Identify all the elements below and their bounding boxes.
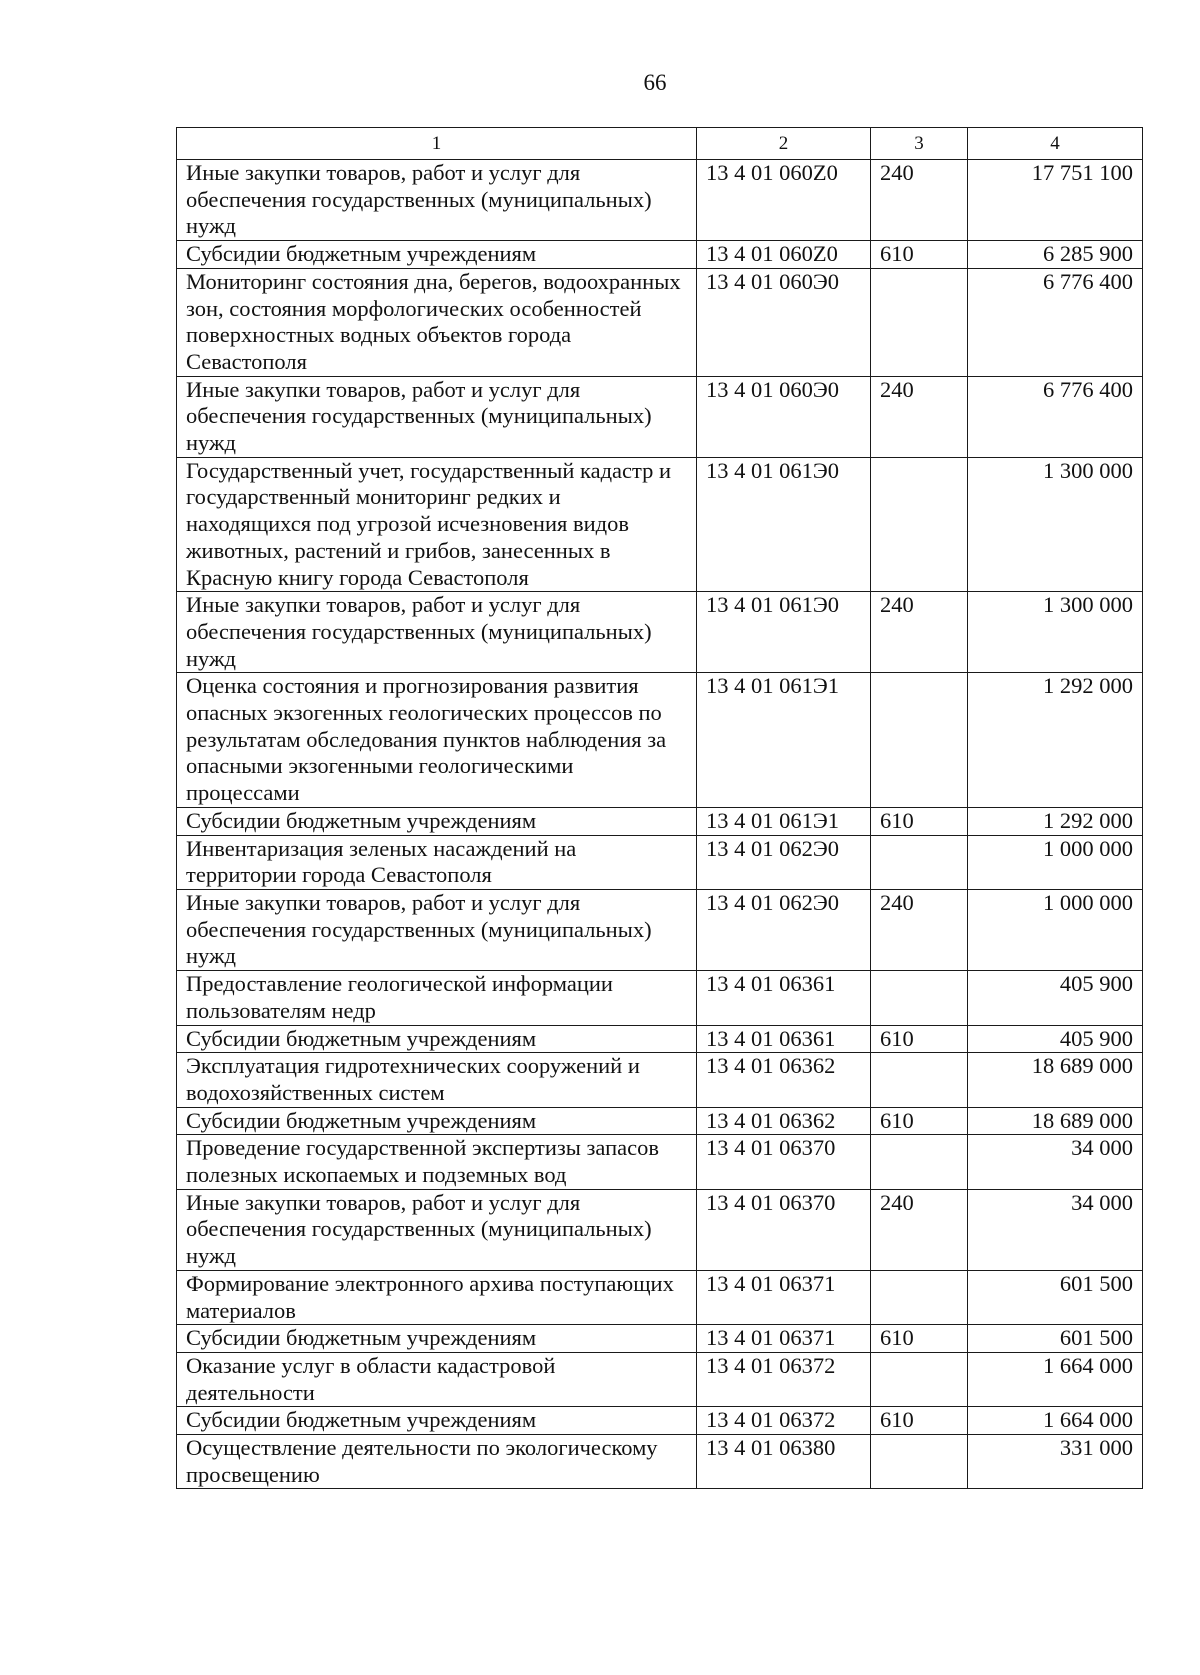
cell-amount: 405 900 xyxy=(968,971,1143,1025)
cell-code: 13 4 01 060Э0 xyxy=(697,268,871,376)
cell-type: 610 xyxy=(871,807,968,835)
cell-code: 13 4 01 060Z0 xyxy=(697,160,871,241)
table-row xyxy=(177,241,1143,269)
cell-code: 13 4 01 06370 xyxy=(697,1135,871,1189)
cell-type: 240 xyxy=(871,889,968,970)
cell-type xyxy=(871,835,968,889)
cell-amount: 601 500 xyxy=(968,1270,1143,1324)
cell-amount: 6 285 900 xyxy=(968,241,1143,269)
column-header-name: 1 xyxy=(177,128,697,160)
table-row xyxy=(177,971,1143,1025)
table-row xyxy=(177,268,1143,376)
cell-amount: 405 900 xyxy=(968,1025,1143,1053)
cell-type xyxy=(871,1135,968,1189)
cell-code: 13 4 01 061Э1 xyxy=(697,807,871,835)
cell-type: 240 xyxy=(871,160,968,241)
table-row xyxy=(177,807,1143,835)
cell-amount: 601 500 xyxy=(968,1325,1143,1353)
table-row xyxy=(177,1135,1143,1189)
cell-code: 13 4 01 06371 xyxy=(697,1325,871,1353)
cell-amount: 1 300 000 xyxy=(968,592,1143,673)
cell-type xyxy=(871,1352,968,1406)
cell-name: Оказание услуг в области кадастровой деятельности xyxy=(177,1352,697,1406)
cell-name: Субсидии бюджетным учреждениям xyxy=(177,807,697,835)
table-row xyxy=(177,160,1143,241)
cell-type: 240 xyxy=(871,1189,968,1270)
cell-amount: 1 292 000 xyxy=(968,673,1143,808)
cell-name: Проведение государственной экспертизы запасов полезных ископаемых и подземных вод xyxy=(177,1135,697,1189)
cell-amount: 1 300 000 xyxy=(968,457,1143,592)
cell-code: 13 4 01 061Э0 xyxy=(697,592,871,673)
cell-code: 13 4 01 062Э0 xyxy=(697,835,871,889)
cell-code: 13 4 01 062Э0 xyxy=(697,889,871,970)
table-row xyxy=(177,1053,1143,1107)
cell-name: Предоставление геологической информации пользователям недр xyxy=(177,971,697,1025)
cell-name: Иные закупки товаров, работ и услуг для обеспечения государственных (муниципальных) нужд xyxy=(177,592,697,673)
cell-name: Субсидии бюджетным учреждениям xyxy=(177,241,697,269)
cell-type xyxy=(871,457,968,592)
cell-type xyxy=(871,1435,968,1489)
cell-amount: 34 000 xyxy=(968,1189,1143,1270)
table-row xyxy=(177,889,1143,970)
cell-code: 13 4 01 061Э0 xyxy=(697,457,871,592)
table-row xyxy=(177,1270,1143,1324)
cell-name: Осуществление деятельности по экологическому просвещению xyxy=(177,1435,697,1489)
table-row xyxy=(177,1435,1143,1489)
cell-amount: 18 689 000 xyxy=(968,1053,1143,1107)
cell-type xyxy=(871,268,968,376)
table-body xyxy=(177,160,1143,1489)
cell-code: 13 4 01 06372 xyxy=(697,1352,871,1406)
cell-name: Субсидии бюджетным учреждениям xyxy=(177,1325,697,1353)
table-row xyxy=(177,376,1143,457)
cell-type xyxy=(871,673,968,808)
cell-amount: 17 751 100 xyxy=(968,160,1143,241)
table-row xyxy=(177,1189,1143,1270)
table-row xyxy=(177,1352,1143,1406)
cell-type xyxy=(871,971,968,1025)
cell-name: Эксплуатация гидротехнических сооружений и водохозяйственных систем xyxy=(177,1053,697,1107)
cell-amount: 1 000 000 xyxy=(968,889,1143,970)
cell-code: 13 4 01 060Э0 xyxy=(697,376,871,457)
cell-name: Формирование электронного архива поступающих материалов xyxy=(177,1270,697,1324)
cell-name: Инвентаризация зеленых насаждений на территории города Севастополя xyxy=(177,835,697,889)
cell-name: Иные закупки товаров, работ и услуг для обеспечения государственных (муниципальных) нужд xyxy=(177,889,697,970)
table-header-row xyxy=(177,128,1143,160)
cell-code: 13 4 01 06372 xyxy=(697,1407,871,1435)
column-header-amount: 4 xyxy=(968,128,1143,160)
table-row xyxy=(177,1325,1143,1353)
cell-amount: 6 776 400 xyxy=(968,268,1143,376)
cell-amount: 1 292 000 xyxy=(968,807,1143,835)
cell-type: 610 xyxy=(871,1325,968,1353)
cell-type xyxy=(871,1053,968,1107)
page-number: 66 xyxy=(643,70,667,95)
cell-amount: 1 664 000 xyxy=(968,1407,1143,1435)
cell-amount: 6 776 400 xyxy=(968,376,1143,457)
column-header-code: 2 xyxy=(697,128,871,160)
cell-code: 13 4 01 06362 xyxy=(697,1107,871,1135)
table-row xyxy=(177,835,1143,889)
cell-amount: 18 689 000 xyxy=(968,1107,1143,1135)
cell-code: 13 4 01 06362 xyxy=(697,1053,871,1107)
budget-table xyxy=(176,127,1143,1489)
cell-amount: 331 000 xyxy=(968,1435,1143,1489)
cell-type: 610 xyxy=(871,1025,968,1053)
cell-amount: 34 000 xyxy=(968,1135,1143,1189)
column-header-type: 3 xyxy=(871,128,968,160)
cell-type: 610 xyxy=(871,1107,968,1135)
table-row xyxy=(177,457,1143,592)
cell-type: 610 xyxy=(871,241,968,269)
table-row xyxy=(177,1107,1143,1135)
cell-code: 13 4 01 06370 xyxy=(697,1189,871,1270)
cell-name: Субсидии бюджетным учреждениям xyxy=(177,1107,697,1135)
cell-code: 13 4 01 06361 xyxy=(697,1025,871,1053)
table-row xyxy=(177,1407,1143,1435)
cell-code: 13 4 01 060Z0 xyxy=(697,241,871,269)
cell-code: 13 4 01 06361 xyxy=(697,971,871,1025)
cell-code: 13 4 01 06380 xyxy=(697,1435,871,1489)
table-row xyxy=(177,1025,1143,1053)
cell-amount: 1 664 000 xyxy=(968,1352,1143,1406)
cell-name: Иные закупки товаров, работ и услуг для обеспечения государственных (муниципальных) нужд xyxy=(177,1189,697,1270)
table-row xyxy=(177,592,1143,673)
cell-code: 13 4 01 06371 xyxy=(697,1270,871,1324)
cell-type: 240 xyxy=(871,592,968,673)
cell-type: 240 xyxy=(871,376,968,457)
cell-name: Мониторинг состояния дна, берегов, водоохранных зон, состояния морфологических особенностей поверхностных водных объектов города Севастополя xyxy=(177,268,697,376)
cell-name: Субсидии бюджетным учреждениям xyxy=(177,1407,697,1435)
cell-name: Иные закупки товаров, работ и услуг для обеспечения государственных (муниципальных) нужд xyxy=(177,376,697,457)
cell-amount: 1 000 000 xyxy=(968,835,1143,889)
cell-name: Субсидии бюджетным учреждениям xyxy=(177,1025,697,1053)
cell-name: Государственный учет, государственный кадастр и государственный мониторинг редких и находящихся под угрозой исчезновения видов животных, растений и грибов, занесенных в Красную книгу города Севастополя xyxy=(177,457,697,592)
cell-type: 610 xyxy=(871,1407,968,1435)
cell-name: Оценка состояния и прогнозирования развития опасных экзогенных геологических процессов по результатам обследования пунктов наблюдения за опасными экзогенными геологическими процессами xyxy=(177,673,697,808)
cell-code: 13 4 01 061Э1 xyxy=(697,673,871,808)
cell-name: Иные закупки товаров, работ и услуг для обеспечения государственных (муниципальных) нужд xyxy=(177,160,697,241)
table-row xyxy=(177,673,1143,808)
cell-type xyxy=(871,1270,968,1324)
